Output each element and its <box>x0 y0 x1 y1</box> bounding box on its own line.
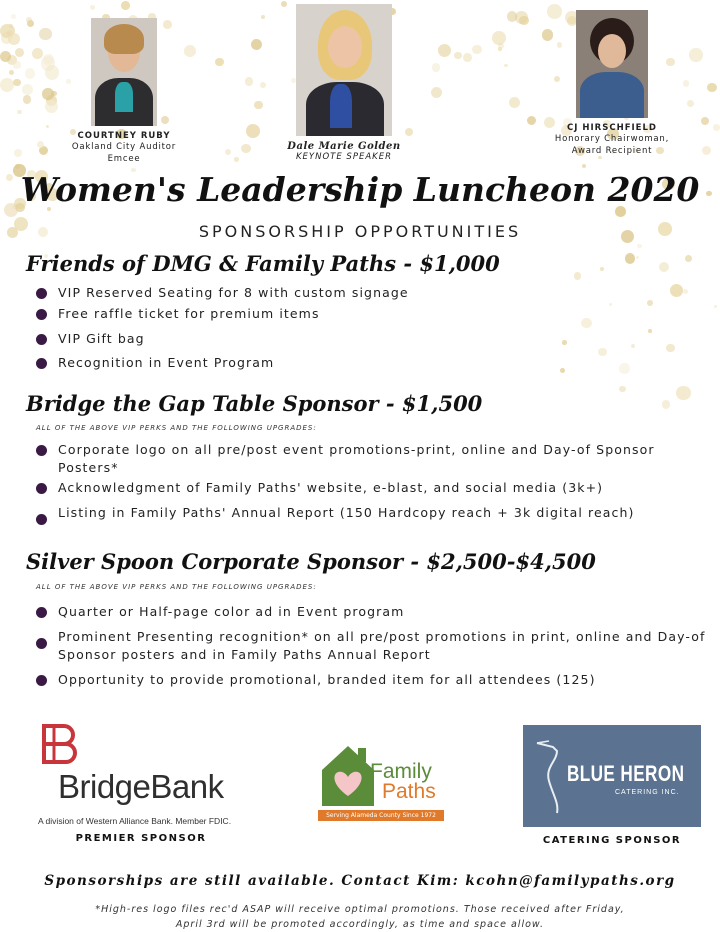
confetti-dot <box>26 17 32 23</box>
speaker-name: Dale Marie Golden <box>287 141 401 152</box>
confetti-dot <box>454 52 462 60</box>
speaker-photo <box>91 18 157 126</box>
confetti-dot <box>9 70 14 75</box>
confetti-dot <box>582 164 586 168</box>
confetti-dot <box>17 110 21 114</box>
bridgebank-tagline: A division of Western Alliance Bank. Member FDIC. <box>38 816 232 826</box>
tier-title: Bridge the Gap Table Sponsor - $1,500 <box>26 391 483 416</box>
confetti-dot <box>683 80 690 87</box>
catering-sponsor-label: CATERING SPONSOR <box>542 835 682 846</box>
family-paths-word2: Paths <box>382 780 436 803</box>
footnote-line: *High-res logo files rec'd ASAP will receive optimal promotions. Those received after Friday, <box>95 904 625 915</box>
confetti-dot <box>254 101 262 109</box>
family-paths-word1: Family <box>370 760 432 783</box>
speaker-role: KEYNOTE SPEAKER <box>295 152 392 162</box>
confetti-dot <box>234 157 239 162</box>
speaker-photo <box>296 4 392 136</box>
bullet-icon <box>36 358 47 369</box>
confetti-dot <box>90 5 95 10</box>
confetti-dot <box>215 58 223 66</box>
tier-note: ALL OF THE ABOVE VIP PERKS AND THE FOLLOWING UPGRADES: <box>36 583 317 591</box>
speaker-name: CJ HIRSCHFIELD <box>567 123 657 133</box>
bullet-icon <box>36 445 47 456</box>
contact-line: Sponsorships are still available. Contact Kim: kcohn@familypaths.org <box>44 873 676 889</box>
confetti-dot <box>432 63 441 72</box>
confetti-dot <box>251 39 262 50</box>
confetti-dot <box>15 48 24 57</box>
confetti-dot <box>636 256 639 259</box>
event-subtitle: SPONSORSHIP OPPORTUNITIES <box>198 222 522 241</box>
confetti-dot <box>662 400 670 408</box>
confetti-dot <box>13 79 21 87</box>
confetti-dot <box>574 272 582 280</box>
confetti-dot <box>13 61 20 68</box>
speaker-dale-marie-golden <box>284 4 404 162</box>
confetti-dot <box>504 64 508 68</box>
speaker-courtney-ruby <box>62 18 186 165</box>
confetti-dot <box>241 144 250 153</box>
confetti-dot <box>600 267 604 271</box>
confetti-dot <box>701 117 710 126</box>
confetti-dot <box>0 51 11 62</box>
confetti-dot <box>22 84 33 95</box>
blue-heron-logo <box>523 725 701 827</box>
confetti-dot <box>685 255 692 262</box>
confetti-dot <box>246 124 260 138</box>
bridgebank-logo <box>36 722 272 826</box>
confetti-dot <box>225 149 231 155</box>
confetti-dot <box>707 83 717 93</box>
heron-icon <box>531 737 571 817</box>
confetti-dot <box>659 262 669 272</box>
confetti-dot <box>261 15 265 19</box>
blue-heron-line1: BLUE HERON <box>567 761 685 786</box>
house-heart-icon <box>318 740 378 810</box>
bullet-icon <box>36 483 47 494</box>
confetti-dot <box>509 97 520 108</box>
confetti-dot <box>39 28 51 40</box>
bullet-icon <box>36 334 47 345</box>
confetti-dot <box>676 386 691 401</box>
confetti-dot <box>619 386 626 393</box>
blue-heron-line2: CATERING INC. <box>615 789 680 796</box>
confetti-dot <box>492 31 506 45</box>
speaker-role: Award Recipient <box>571 146 653 156</box>
bullet-icon <box>36 638 47 649</box>
family-paths-tagline: Serving Alameda County Since 1972 <box>318 810 444 821</box>
confetti-dot <box>0 78 14 92</box>
list-item: Prominent Presenting recognition* on all pre/post promotions in print, online and Day-of Sponsor posters and in Family Paths Annual Report <box>36 628 720 664</box>
confetti-dot <box>637 244 641 248</box>
bridgebank-mark-icon <box>38 722 80 766</box>
speaker-role: Emcee <box>107 154 141 164</box>
confetti-dot <box>32 48 43 59</box>
confetti-dot <box>689 48 703 62</box>
tier-note: ALL OF THE ABOVE VIP PERKS AND THE FOLLOWING UPGRADES: <box>36 424 317 432</box>
bullet-icon <box>36 607 47 618</box>
bullet-icon <box>36 309 47 320</box>
confetti-dot <box>121 1 130 10</box>
speaker-role: Oakland City Auditor <box>71 142 177 152</box>
family-paths-logo <box>318 738 448 824</box>
confetti-dot <box>23 95 32 104</box>
speaker-photo <box>576 10 648 118</box>
bullet-icon <box>36 514 47 525</box>
confetti-dot <box>463 53 472 62</box>
confetti-dot <box>14 149 22 157</box>
speaker-role: Honorary Chairwoman, <box>554 134 670 144</box>
confetti-dot <box>46 125 49 128</box>
bullet-icon <box>36 288 47 299</box>
confetti-dot <box>498 47 502 51</box>
confetti-dot <box>11 14 16 19</box>
confetti-dot <box>438 44 451 57</box>
confetti-dot <box>687 100 695 108</box>
footnote-line: April 3rd will be promoted accordingly, as time and space allow. <box>175 919 545 930</box>
confetti-dot <box>527 116 536 125</box>
footnote <box>0 902 720 932</box>
confetti-dot <box>507 11 517 21</box>
confetti-dot <box>184 45 196 57</box>
confetti-dot <box>45 100 58 113</box>
tier-title: Silver Spoon Corporate Sponsor - $2,500-$4,500 <box>26 549 596 574</box>
confetti-dot <box>472 45 481 54</box>
confetti-dot <box>25 68 35 78</box>
confetti-dot <box>245 77 253 85</box>
bullet-icon <box>36 675 47 686</box>
premier-sponsor-label: PREMIER SPONSOR <box>75 833 207 844</box>
confetti-dot <box>625 253 635 263</box>
confetti-dot <box>702 146 711 155</box>
speaker-name: COURTNEY RUBY <box>77 131 171 141</box>
confetti-dot <box>43 54 54 65</box>
bridgebank-wordmark: BridgeBank <box>58 768 224 805</box>
list-item: Corporate logo on all pre/post event promotions-print, online and Day-of Sponsor Posters* <box>36 441 720 477</box>
tier-title: Friends of DMG & Family Paths - $1,000 <box>26 251 500 276</box>
speaker-cj-hirschfield <box>550 10 674 157</box>
event-title: Women's Leadership Luncheon 2020 <box>20 170 700 209</box>
confetti-dot <box>405 128 413 136</box>
confetti-dot <box>431 87 442 98</box>
confetti-dot <box>45 65 60 80</box>
confetti-dot <box>260 82 266 88</box>
confetti-dot <box>713 124 720 131</box>
confetti-dot <box>51 91 57 97</box>
